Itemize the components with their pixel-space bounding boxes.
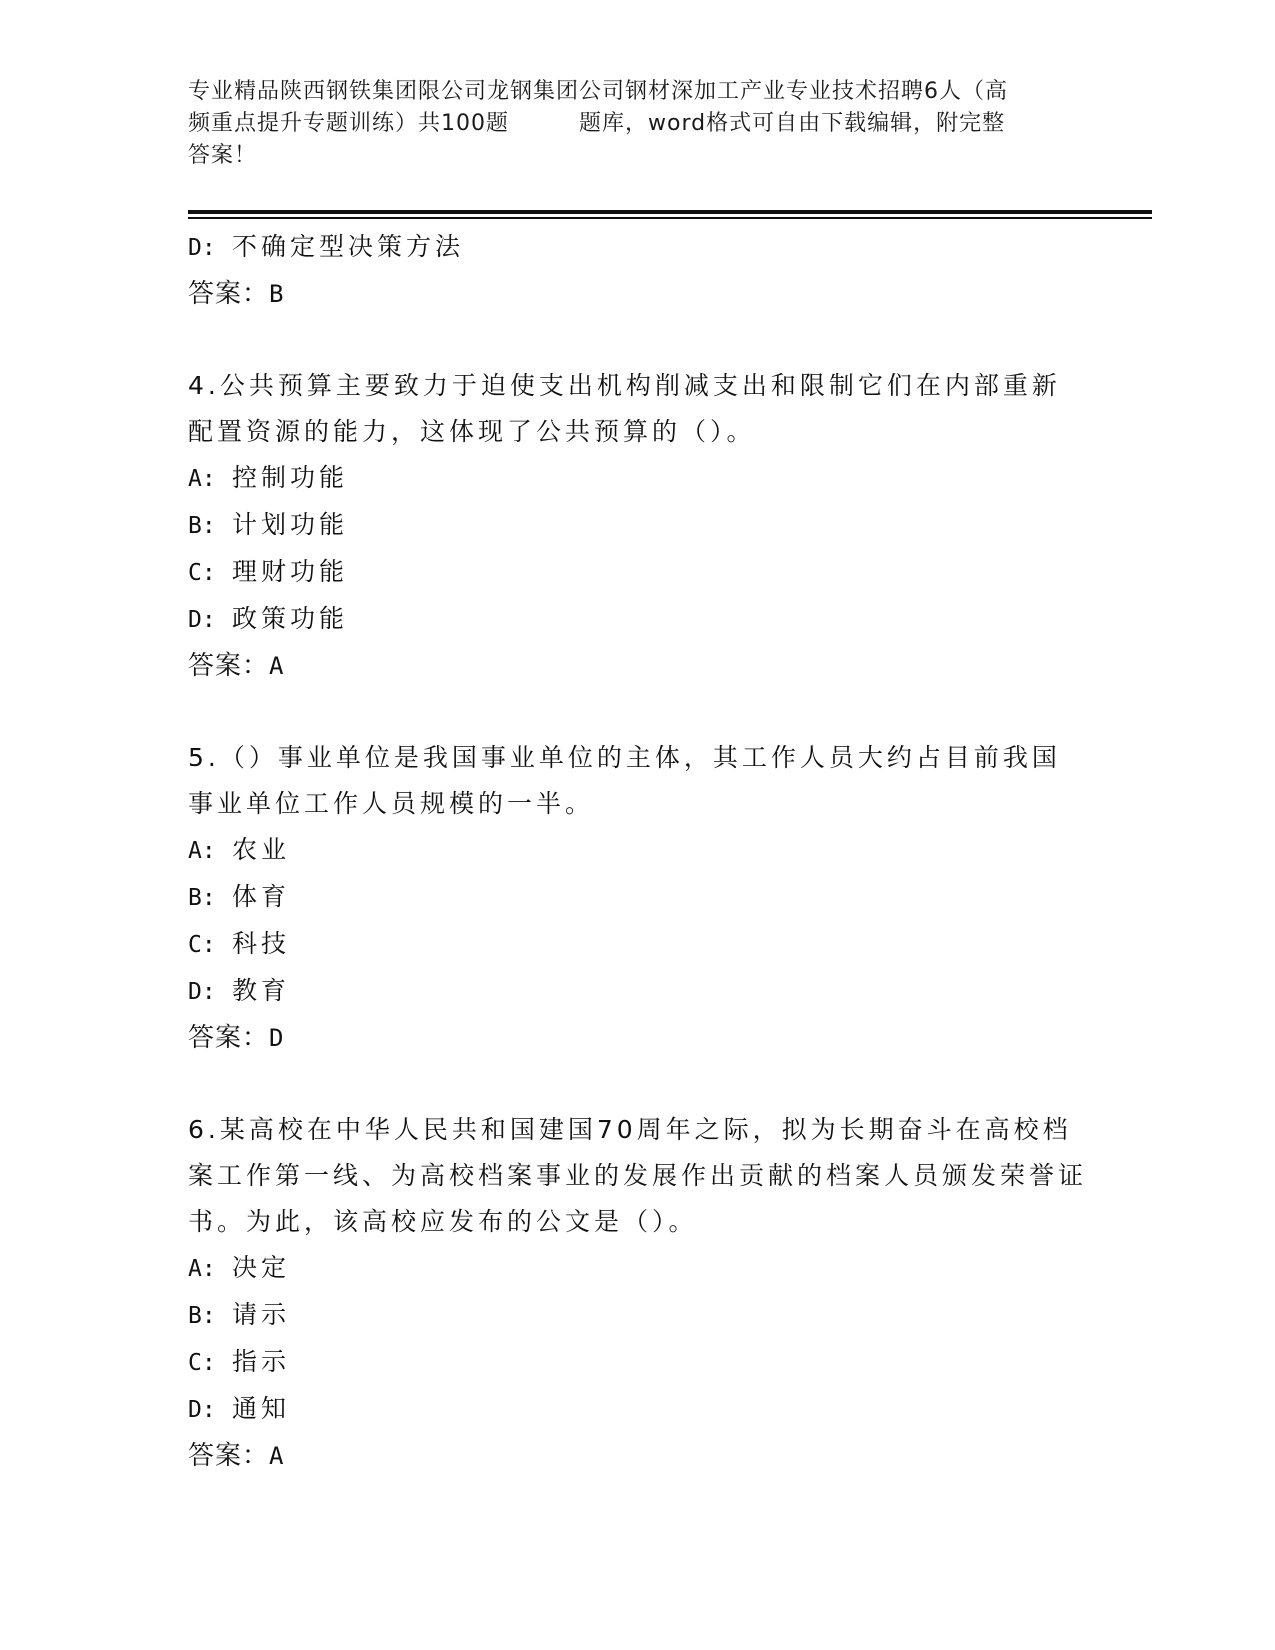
option-key: B: <box>188 885 216 911</box>
option-text: 科技 <box>232 929 291 958</box>
option-text: 教育 <box>232 976 291 1005</box>
option-text: 决定 <box>232 1253 291 1282</box>
option-key: C: <box>188 1350 216 1376</box>
question-5 <box>188 735 1088 1061</box>
question-6 <box>188 1107 1088 1479</box>
option-text: 农业 <box>232 835 291 864</box>
question-spacer <box>188 317 1088 363</box>
option-key: A: <box>188 1256 216 1282</box>
option-b <box>188 1292 1088 1339</box>
header-rule-thick <box>188 210 1152 214</box>
option-text: 控制功能 <box>232 463 349 492</box>
option-a <box>188 827 1088 874</box>
question-content <box>188 224 1088 1479</box>
question-text: 4.公共预算主要致力于迫使支出机构削减支出和限制它们在内部重新配置资源的能力，这体现了公共预算的（）。 <box>188 371 1061 446</box>
answer-label: 答案： <box>188 651 270 681</box>
answer-label: 答案： <box>188 1441 270 1471</box>
option-text: 请示 <box>232 1300 291 1329</box>
question-spacer <box>188 1061 1088 1107</box>
header-line-3: 答案！ <box>188 143 258 168</box>
option-d <box>188 596 1088 643</box>
option-a <box>188 455 1088 502</box>
option-d <box>188 1386 1088 1433</box>
option-key: C: <box>188 560 216 586</box>
answer <box>188 1433 1088 1479</box>
option-b <box>188 502 1088 549</box>
option-d <box>188 968 1088 1015</box>
option-text: 体育 <box>232 882 291 911</box>
answer-value: A <box>269 1442 285 1470</box>
header-rule-thin <box>188 217 1152 219</box>
option-key: D: <box>188 979 216 1005</box>
option-key: D: <box>188 607 216 633</box>
option-key: D: <box>188 235 216 261</box>
answer <box>188 1015 1088 1061</box>
option-b <box>188 874 1088 921</box>
option-key: C: <box>188 932 216 958</box>
answer-label: 答案： <box>188 1023 270 1053</box>
option-text: 不确定型决策方法 <box>232 232 465 261</box>
option-key: B: <box>188 513 216 539</box>
header-line-1: 专业精品陕西钢铁集团限公司龙钢集团公司钢材深加工产业专业技术招聘6人（高 <box>188 79 1008 104</box>
option-text: 通知 <box>232 1394 291 1423</box>
option-text: 政策功能 <box>232 604 349 633</box>
option-c <box>188 1339 1088 1386</box>
answer-value: D <box>269 1024 285 1052</box>
question-text: 5.（）事业单位是我国事业单位的主体，其工作人员大约占目前我国事业单位工作人员规模的一半。 <box>188 743 1061 818</box>
answer <box>188 643 1088 689</box>
question-text: 6.某高校在中华人民共和国建国70周年之际，拟为长期奋斗在高校档案工作第一线、为高校档案事业的发展作出贡献的档案人员颁发荣誉证书。为此，该高校应发布的公文是（）。 <box>188 1115 1088 1236</box>
header-line-2-part-1: 频重点提升专题训练）共100题 <box>188 111 509 136</box>
document-header <box>188 76 1088 172</box>
option-a <box>188 1245 1088 1292</box>
prev-answer <box>188 271 1088 317</box>
option-key: B: <box>188 1303 216 1329</box>
answer-value: B <box>269 280 285 308</box>
option-key: D: <box>188 1397 216 1423</box>
answer-label: 答案： <box>188 279 270 309</box>
option-text: 指示 <box>232 1347 291 1376</box>
answer-value: A <box>269 652 285 680</box>
option-text: 计划功能 <box>232 510 349 539</box>
prev-option-d <box>188 224 1088 271</box>
question-4 <box>188 363 1088 689</box>
question-spacer <box>188 689 1088 735</box>
option-c <box>188 549 1088 596</box>
option-key: A: <box>188 838 216 864</box>
header-line-2-part-2: 题库，word格式可自由下载编辑，附完整 <box>579 111 1006 136</box>
header-line-2 <box>188 108 1088 140</box>
option-c <box>188 921 1088 968</box>
option-key: A: <box>188 466 216 492</box>
option-text: 理财功能 <box>232 557 349 586</box>
